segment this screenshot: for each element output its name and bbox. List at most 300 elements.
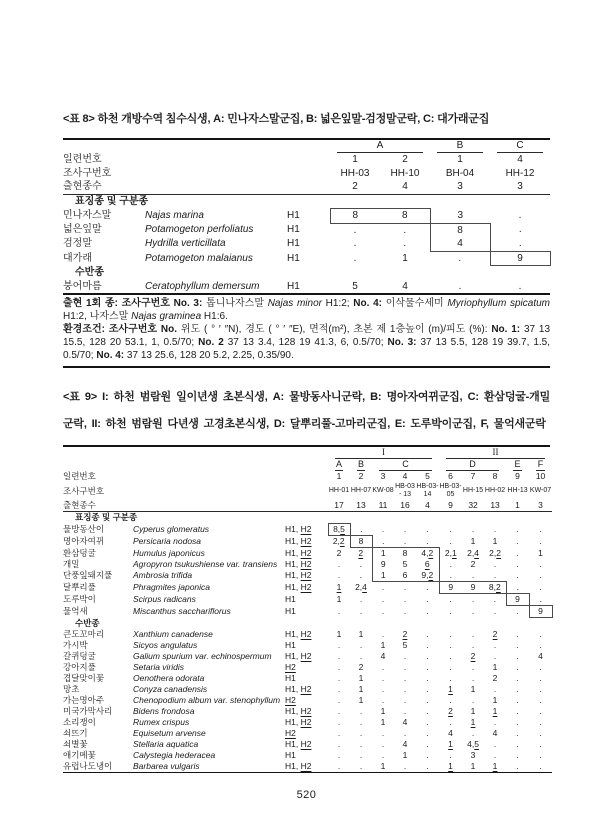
header-value-cell: 2 [402,154,408,165]
value-cell: . [337,728,341,738]
header-value-cell: 13 [350,500,372,512]
value-cell: . [516,728,519,738]
value-cell: . [426,594,429,604]
value-cell: 4 [402,717,408,727]
value-cell: . [458,252,462,264]
group-label: I [335,447,432,459]
value-cell: . [539,593,542,604]
group-label: A [337,140,423,153]
header-value-cell: 3 [380,471,386,481]
value-cell: . [403,238,407,250]
header-value-cell: 3 [490,180,550,194]
value-cell: 4 [538,651,543,661]
species-row [63,739,552,750]
value-cell: 2,1 [444,547,457,558]
value-cell: . [471,640,475,650]
value-cell: . [449,695,452,705]
value-cell: 2 [492,629,498,639]
header-value-cell: 5 [425,471,430,481]
value-cell: . [359,739,363,749]
header-value-cell: 4 [416,500,439,512]
species-korean-name: 쇠뜨기 [63,728,88,738]
value-cell: 1 [470,761,476,771]
value-cell: . [359,750,363,760]
value-cell: . [493,570,497,580]
header-value-cell: HH-02 [484,487,506,494]
group-label: B [437,140,483,153]
species-latin-name: Chenopodium album var. stenophyllum [133,695,281,705]
species-latin-name: Najas marina [145,210,204,221]
value-cell: . [426,629,429,639]
species-latin-name: Stellaria aquatica [133,739,199,749]
value-cell: . [471,629,475,639]
header-value-cell: HB-03- 13 [395,483,415,498]
species-latin-name: Agropyron tsukushiense var. transiens [133,559,278,569]
species-korean-name: 검정말 [63,238,92,250]
value-cell: 1 [492,536,498,546]
value-cell: . [359,606,363,616]
value-cell: . [403,684,407,694]
value-cell: . [403,673,407,683]
value-cell: . [449,662,452,672]
header-value-cell: 2 [358,471,364,481]
header-value-cell: 3 [529,500,552,512]
value-cell: . [449,524,452,534]
layer-cell: H1, H2 [285,706,312,716]
layer-cell: H1, H2 [285,739,312,749]
layer-cell: H1, H2 [285,684,312,694]
header-value-cell: 32 [462,500,484,512]
value-cell: . [403,706,407,716]
value-cell: 8 [350,536,372,548]
value-cell: 2 [358,548,364,558]
note-text: Najas graminea [131,311,202,322]
value-cell: . [337,606,341,616]
table9-block [63,445,550,773]
value-cell: 6 [394,570,416,582]
group-header-cell [330,140,430,153]
table8-notes [63,293,550,368]
value-cell: 8 [430,223,490,237]
header-value-cell: HB-03- 14 [416,483,439,498]
value-cell: . [426,717,429,727]
header-value-cell: HB-03- 05 [439,483,462,498]
section-header: 수반종 [75,267,104,278]
species-row [63,695,552,706]
species-korean-name: 애기메꽃 [63,750,96,760]
value-cell: 2,2 [489,547,501,558]
layer-cell: H1, H2 [285,559,312,569]
header-value-cell: 1 [457,154,463,165]
layer-cell: H1 [287,224,300,236]
value-cell: . [493,559,497,569]
value-cell: . [381,524,385,534]
group-header-cell [506,459,529,471]
value-cell: . [403,594,407,604]
section-row [63,266,550,280]
species-korean-name: 물억새 [63,606,88,616]
value-cell: . [516,761,519,771]
value-cell: 6 [416,559,439,570]
header-value-cell: 9 [515,471,520,481]
value-cell: . [426,761,429,771]
header-value-cell: 4 [402,471,408,481]
species-row [63,717,552,728]
layer-cell: H2 [285,728,296,738]
value-cell: . [516,570,519,581]
value-cell: 1 [492,695,498,705]
value-cell: . [337,662,341,672]
value-cell: . [493,750,497,760]
value-cell: . [403,761,407,771]
value-cell: . [359,728,363,738]
header-value-cell: 10 [535,471,546,481]
section-row [63,194,550,209]
species-korean-name: 갈퀴덩굴 [63,651,96,661]
value-cell: . [493,606,497,616]
value-cell: . [337,695,341,705]
species-latin-name: Setaria viridis [133,662,185,672]
table8 [63,140,550,293]
species-latin-name: Miscanthus sacchariflorus [133,606,231,616]
table8-block [63,138,550,368]
species-row [63,237,550,251]
header-value-cell: 2 [330,180,380,194]
value-cell: 1 [448,739,453,749]
value-cell: . [449,629,452,639]
value-cell: 4 [430,237,490,251]
header-value-cell: 3 [430,180,490,194]
value-cell: 1 [372,570,394,582]
value-cell: 5 [402,640,408,650]
species-latin-name: Sicyos angulatus [133,640,198,650]
value-cell: . [493,524,497,534]
value-cell: 1 [470,536,476,546]
group-row-spacer [63,140,330,153]
value-cell: . [516,750,519,760]
species-korean-name: 큰도꼬마리 [63,629,105,639]
value-cell: . [471,695,475,705]
header-row-label: 조사구번호 [63,486,105,496]
layer-cell: H1, H2 [285,524,312,534]
value-cell: . [381,594,385,604]
value-cell: 9 [490,251,550,266]
value-cell: . [539,739,542,749]
value-cell: . [337,761,341,771]
value-cell: . [539,695,542,705]
value-cell: . [516,651,519,661]
group-row-spacer [63,459,328,471]
layer-cell: H1, H2 [285,547,312,558]
note-text: 37 13 3.4, 128 19 41.3, 6, 0.5/70; [227,337,388,348]
value-cell: 1 [470,717,476,727]
value-cell: 8 [394,548,416,560]
value-cell: . [403,224,407,236]
value-cell: 5 [352,280,358,292]
value-cell: . [337,739,341,749]
header-value-cell: 11 [372,500,394,512]
value-cell: 9 [506,594,529,606]
value-cell: . [381,629,385,639]
species-korean-name: 망초 [63,684,80,694]
value-cell: . [516,559,519,569]
species-row [63,606,552,618]
value-cell: . [449,570,452,580]
value-cell: 4,5 [467,739,479,749]
group-header-cell [529,459,552,471]
value-cell: 2 [336,547,342,558]
note-text: No. 4: [353,298,386,309]
species-korean-name: 가시박 [63,640,88,650]
value-cell: . [458,280,462,292]
value-cell: 8 [380,209,430,224]
species-row [63,524,552,536]
value-cell: 1 [448,761,453,771]
header-value-cell: 4 [380,180,430,194]
value-cell: . [539,728,542,738]
value-cell: . [516,524,519,534]
species-row [63,662,552,673]
value-cell: . [518,280,522,292]
note-text: No. 2 [198,337,228,348]
value-cell: 1 [380,706,386,716]
section-row [63,512,552,524]
value-cell: . [359,717,363,727]
species-korean-name: 민나자스말 [63,210,112,221]
group-header-cell [328,447,439,459]
value-cell: . [381,606,385,616]
header-value-cell: KW-08 [372,487,394,494]
value-cell: . [493,684,497,694]
value-cell: 2 [448,706,453,716]
value-cell: . [449,717,452,727]
releve-table [63,140,551,293]
value-cell: . [381,750,385,760]
value-cell: . [426,640,429,650]
species-row [63,640,552,651]
species-row [63,673,552,684]
value-cell: . [516,684,519,694]
value-cell: 1 [358,673,364,683]
value-cell: 3 [470,750,476,760]
group-header-cell [328,459,350,471]
value-cell: . [353,252,357,264]
value-cell: 2 [402,629,408,639]
header-value-cell: 1 [506,500,529,512]
value-cell: . [449,673,452,683]
header-value-cell: 4 [517,154,523,165]
value-cell: 8,5 [328,524,350,536]
header-value-cell: 7 [470,471,476,481]
value-cell: 2 [492,673,498,683]
layer-cell: H1, H2 [285,651,312,661]
header-value-cell: HH-07 [350,487,372,494]
value-cell: 2,4 [467,547,479,558]
layer-cell: H1 [285,640,296,650]
value-cell: . [426,651,429,661]
group-label: C [379,459,432,471]
value-cell: . [539,640,542,650]
value-cell: . [516,695,519,705]
group-row [63,140,550,153]
layer-cell: H1 [287,210,300,221]
species-row [63,223,550,237]
value-cell: . [403,728,407,738]
value-cell: 4 [402,739,408,749]
species-latin-name: Equisetum arvense [133,728,206,738]
value-cell: . [403,582,407,593]
value-cell: . [539,662,542,672]
note-text: 이삭물수세미 [385,298,448,309]
value-cell: 1 [470,706,476,716]
value-cell: . [516,739,519,749]
group-header-cell [490,140,550,153]
value-cell: 1 [492,706,498,716]
value-cell: . [493,717,497,727]
note-text: 톱니나자스말 [206,298,268,309]
value-cell: . [449,651,452,661]
value-cell: 9,2 [416,570,439,582]
value-cell: 4,2 [416,548,439,560]
page-number: 520 [296,789,317,801]
value-cell: . [518,210,522,221]
value-cell: . [403,535,407,546]
header-value-cell: KW-07 [529,487,552,494]
header-row [63,167,550,181]
layer-cell: H1, H2 [285,570,312,581]
header-value-cell: HH-15 [462,487,484,494]
value-cell: . [516,706,519,716]
value-cell: . [337,559,341,569]
value-cell: . [403,662,407,672]
value-cell: . [426,535,429,546]
species-row [63,559,552,570]
species-latin-name: Bidens frondosa [133,706,195,716]
releve-table [63,447,553,773]
value-cell: . [449,640,452,650]
value-cell: . [449,594,452,605]
layer-cell: H1, H2 [285,629,312,639]
species-row [63,706,552,717]
species-row [63,728,552,739]
value-cell: 1 [358,684,364,694]
value-cell: . [471,728,475,738]
note-text: 37 13 5.5, 128 19 39.7, 1.5, 0.5/70; [63,337,551,361]
value-cell: 1 [448,684,453,694]
header-row [63,153,550,167]
value-cell: . [403,524,407,534]
value-cell: . [359,761,363,771]
value-cell: . [403,606,407,616]
value-cell: 1 [336,582,342,592]
value-cell: . [539,717,542,727]
header-row-label: 일련번호 [63,471,96,481]
species-latin-name: Humulus japonicus [133,547,205,558]
value-cell: . [359,640,363,650]
layer-cell: H2 [285,695,296,705]
value-cell: . [426,739,429,749]
group-label: F [537,459,544,469]
species-row [63,651,552,662]
species-korean-name: 강아지풀 [63,662,96,672]
species-korean-name: 미국가막사리 [63,706,113,716]
header-value-cell: 1 [336,471,342,481]
section-header: 표징종 및 구분종 [75,195,149,207]
value-cell: . [539,673,542,683]
header-row-label: 출현종수 [63,500,328,512]
value-cell: . [449,606,452,616]
value-cell: 1 [402,252,408,264]
species-row [63,209,550,224]
group-label: A [335,459,342,469]
species-latin-name: Rumex crispus [133,717,190,727]
value-cell: . [403,695,407,705]
species-latin-name: Oenothera odorata [133,673,205,683]
group-label: B [357,459,364,469]
header-value-cell: 17 [328,500,350,512]
value-cell: . [337,706,341,716]
value-cell: . [359,570,362,581]
value-cell: 1 [380,640,386,650]
value-cell: . [539,629,542,639]
value-cell: 1 [492,761,498,771]
species-latin-name: Ceratophyllum demersum [145,280,260,292]
table9 [63,447,550,773]
value-cell: . [359,651,363,661]
species-latin-name: Ambrosia trifida [133,570,193,581]
value-cell: . [337,640,341,650]
value-cell: . [516,606,519,617]
group-header-cell [439,447,552,459]
species-latin-name: Galium spurium var. echinospermum [133,651,272,661]
layer-cell: H1 [285,673,296,683]
species-row [63,548,552,560]
species-latin-name: Barbarea vulgaris [133,761,200,771]
layer-cell: H1, H2 [285,717,312,727]
value-cell: . [471,662,475,672]
value-cell: . [471,673,475,683]
value-cell: 1 [358,629,364,639]
species-korean-name: 겹달맞이꽃 [63,673,105,683]
value-cell: . [381,673,385,683]
value-cell: . [381,728,385,738]
value-cell: . [493,739,497,749]
value-cell: . [403,651,407,661]
section-header: 수반종 [75,618,100,628]
value-cell: 4 [448,728,453,738]
value-cell: . [518,238,522,249]
value-cell: . [449,559,452,569]
value-cell: 5 [402,559,408,569]
value-cell: . [516,662,519,672]
group-header-cell [439,459,506,471]
header-value-cell: 16 [394,500,416,512]
value-cell: 9 [529,606,552,618]
layer-cell: H1 [285,594,296,604]
value-cell: . [516,629,519,639]
layer-cell: H1, H2 [285,536,312,546]
header-row [63,482,552,500]
value-cell: 1 [336,629,342,639]
value-cell: . [359,559,362,569]
header-value-cell: HH-01 [328,487,350,494]
value-cell: 2,4 [355,582,367,592]
species-korean-name: 환삼덩굴 [63,547,96,558]
species-korean-name: 붕어마름 [63,280,102,292]
species-row [63,629,552,640]
value-cell: . [539,570,542,581]
header-value-cell: 6 [448,471,453,481]
